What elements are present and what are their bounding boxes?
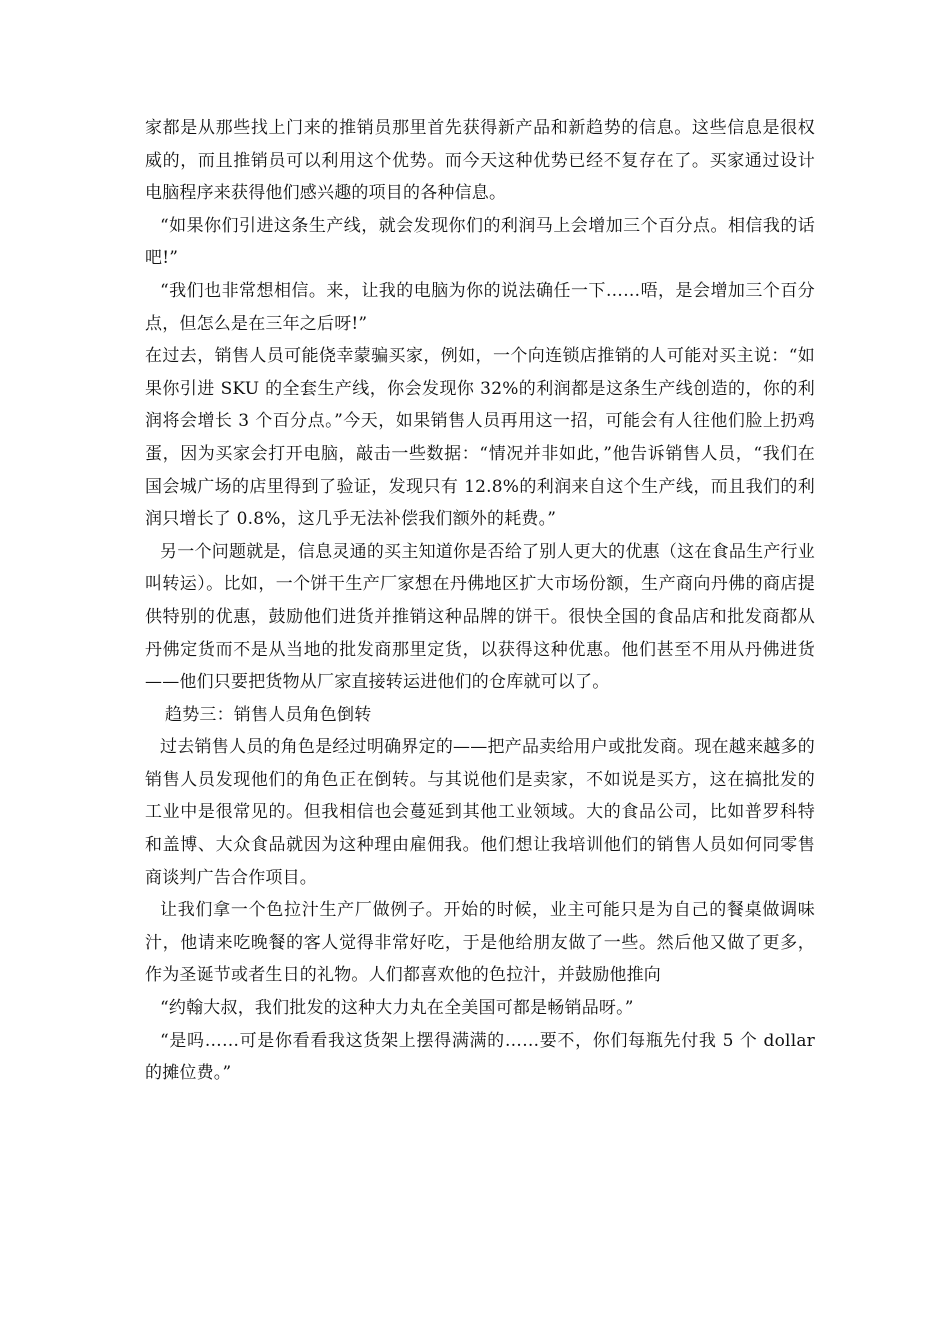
paragraph: 过去销售人员的角色是经过明确界定的——把产品卖给用户或批发商。现在越来越多的销售人员发现他们的角色正在倒转。与其说他们是卖家，不如说是买方，这在搞批发的工业中是很常见的。但我相信也会蔓延到其他工业领域。大的食品公司，比如普罗科特和盖博、大众食品就因为这种理由雇佣我。他们想让我培训他们的销售人员如何同零售商谈判广告合作项目。 [145,737,815,888]
paragraph: 在过去，销售人员可能侥幸蒙骗买家，例如，一个向连锁店推销的人可能对买主说：“如果你引进 SKU 的全套生产线，你会发现你 32%的利润都是这条生产线创造的，你的利润将会增长 3 个百分点。”今天，如果销售人员再用这一招，可能会有人往他们脸上扔鸡蛋，因为买家会打开电脑，敲击一些数据：“情况并非如此，”他告诉销售人员，“我们在国会城广场的店里得到了验证，发现只有 12.8%的利润来自这个生产线，而且我们的利润只增长了 0.8%，这几乎无法补偿我们额外的耗费。” [145,346,815,530]
section-heading: 趋势三：销售人员角色倒转 [165,704,372,725]
quote-paragraph: “如果你们引进这条生产线，就会发现你们的利润马上会增加三个百分点。相信我的话吧!” [145,215,815,269]
document-body [145,112,815,1090]
quote-paragraph: “我们也非常想相信。来，让我的电脑为你的说法确任一下……唔，是会增加三个百分点，但怎么是在三年之后呀!” [145,280,815,334]
paragraph: 家都是从那些找上门来的推销员那里首先获得新产品和新趋势的信息。这些信息是很权威的，而且推销员可以利用这个优势。而今天这种优势已经不复存在了。买家通过设计电脑程序来获得他们感兴趣的项目的各种信息。 [145,118,815,204]
paragraph: 让我们拿一个色拉汁生产厂做例子。开始的时候，业主可能只是为自己的餐桌做调味汁，他请来吃晚餐的客人觉得非常好吃，于是他给朋友做了一些。然后他又做了更多，作为圣诞节或者生日的礼物。人们都喜欢他的色拉汁，并鼓励他推向 [145,900,815,986]
quote-paragraph: “是吗……可是你看看我这货架上摆得满满的……要不，你们每瓶先付我 5 个 dollar 的摊位费。” [145,1030,815,1084]
quote-paragraph: “约翰大叔，我们批发的这种大力丸在全美国可都是畅销品呀。” [160,998,634,1019]
paragraph: 另一个问题就是，信息灵通的买主知道你是否给了别人更大的优惠（这在食品生产行业叫转运）。比如，一个饼干生产厂家想在丹佛地区扩大市场份额，生产商向丹佛的商店提供特别的优惠，鼓励他们进货并推销这种品牌的饼干。很快全国的食品店和批发商都从丹佛定货而不是从当地的批发商那里定货，以获得这种优惠。他们甚至不用从丹佛进货——他们只要把货物从厂家直接转运进他们的仓库就可以了。 [145,541,815,693]
